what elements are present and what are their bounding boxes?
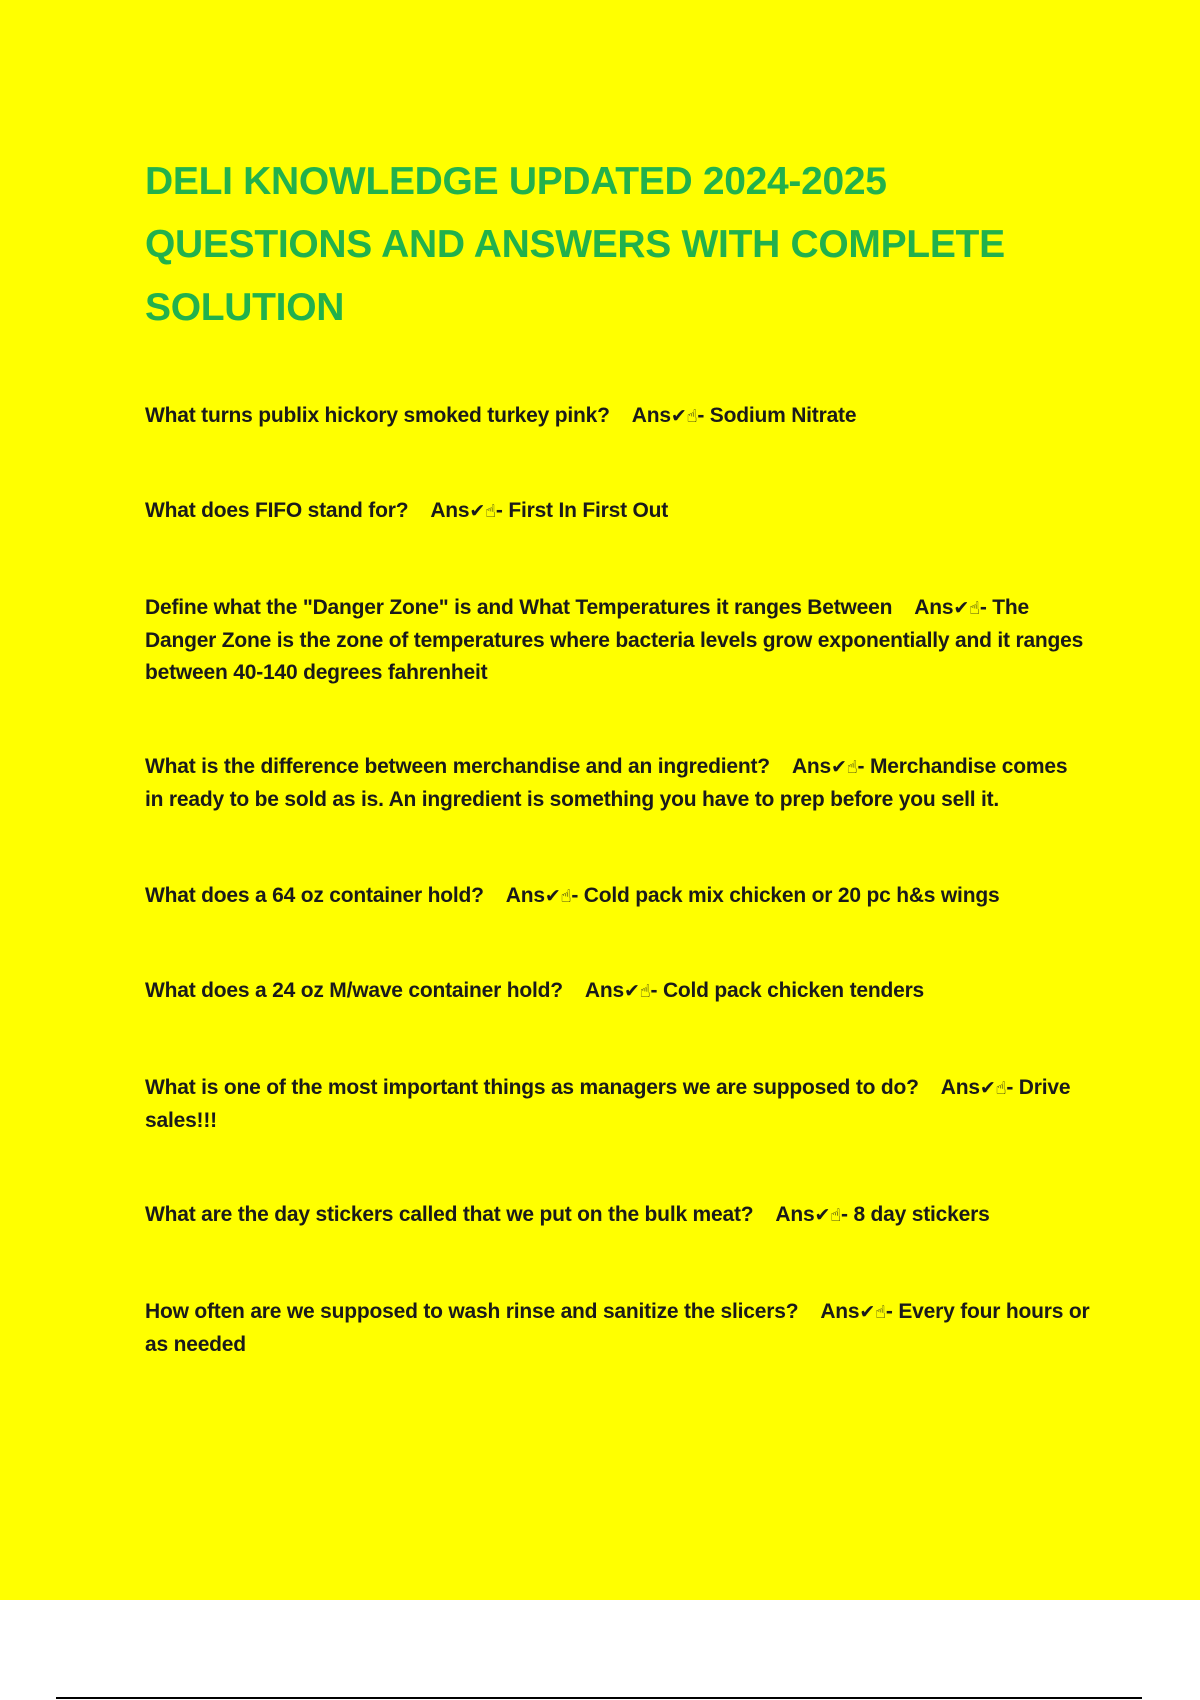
check-icon: ✔ (831, 756, 847, 778)
qa-item (145, 751, 1090, 816)
check-icon: ✔ (859, 1301, 876, 1323)
answer-text: Cold pack chicken tenders (662, 979, 925, 1002)
answer-prefix: Ans (775, 1203, 815, 1226)
check-icon: ✔ (670, 405, 687, 427)
answer-text: Every four hours or as needed (145, 1300, 1090, 1356)
hand-icon: ☝ (969, 598, 980, 619)
qa-item (145, 1199, 1090, 1232)
qa-item (145, 1072, 1090, 1137)
check-icon: ✔ (624, 980, 640, 1002)
answer-text: The Danger Zone is the zone of temperatures where bacteria levels grow exponentially and it ranges between 40-140 degrees fahrenheit (145, 596, 1084, 684)
check-icon: ✔ (469, 500, 486, 522)
answer-prefix: Ans (914, 596, 954, 619)
hand-icon: ☝ (830, 1205, 841, 1226)
answer-separator: - (697, 404, 710, 427)
document-title: DELI KNOWLEDGE UPDATED 2024-2025 QUESTIONS AND ANSWERS WITH COMPLETE SOLUTION (145, 160, 1005, 329)
question-text: What does a 64 oz container hold? (145, 884, 484, 907)
answer-separator: - (571, 884, 584, 907)
answer-prefix: Ans (505, 884, 545, 907)
footer-divider (56, 1697, 1142, 1699)
question-text: What is the difference between merchandise and an ingredient? (145, 755, 770, 778)
hand-icon: ☝ (846, 757, 858, 778)
answer-text: Drive sales!!! (145, 1076, 1071, 1132)
qa-item (145, 495, 1090, 528)
answer-separator: - (841, 1203, 854, 1226)
question-text: What does FIFO stand for? (145, 499, 409, 522)
hand-icon: ☝ (995, 1078, 1007, 1099)
question-text: What turns publix hickory smoked turkey pink? (145, 404, 610, 427)
qa-item (145, 592, 1090, 689)
answer-prefix: Ans (584, 979, 624, 1002)
hand-icon: ☝ (686, 406, 698, 427)
answer-separator: - (979, 596, 993, 619)
hand-icon: ☝ (639, 981, 651, 1002)
question-text: How often are we supposed to wash rinse and sanitize the slicers? (145, 1300, 799, 1323)
question-text: What does a 24 oz M/wave container hold? (145, 979, 563, 1002)
hand-icon: ☝ (875, 1302, 886, 1323)
question-text: What is one of the most important things as managers we are supposed to do? (145, 1076, 919, 1099)
answer-prefix: Ans (430, 499, 470, 522)
answer-text: Cold pack mix chicken or 20 pc h&s wings (583, 884, 1000, 907)
answer-text: 8 day stickers (853, 1203, 990, 1226)
answer-separator: - (495, 499, 509, 522)
answer-prefix: Ans (820, 1300, 860, 1323)
answer-separator: - (885, 1300, 899, 1323)
qa-item (145, 880, 1090, 913)
answer-separator: - (857, 755, 870, 778)
answer-prefix: Ans (791, 755, 832, 778)
check-icon: ✔ (544, 885, 561, 907)
question-text: What are the day stickers called that we put on the bulk meat? (145, 1203, 754, 1226)
qa-item (145, 1296, 1090, 1361)
answer-text: Sodium Nitrate (709, 404, 857, 427)
check-icon: ✔ (979, 1077, 996, 1099)
answer-separator: - (650, 979, 663, 1002)
answer-text: First In First Out (508, 499, 669, 522)
answer-prefix: Ans (631, 404, 671, 427)
check-icon: ✔ (814, 1204, 831, 1226)
qa-item (145, 400, 1090, 433)
hand-icon: ☝ (485, 501, 496, 522)
qa-item (145, 975, 1090, 1008)
answer-prefix: Ans (940, 1076, 980, 1099)
check-icon: ✔ (953, 597, 970, 619)
question-text: Define what the "Danger Zone" is and What Temperatures it ranges Between (145, 596, 893, 619)
answer-separator: - (1006, 1076, 1019, 1099)
hand-icon: ☝ (560, 886, 572, 907)
answer-text: Merchandise comes in ready to be sold as is. An ingredient is something you have to prep before you sell it. (145, 755, 1068, 811)
